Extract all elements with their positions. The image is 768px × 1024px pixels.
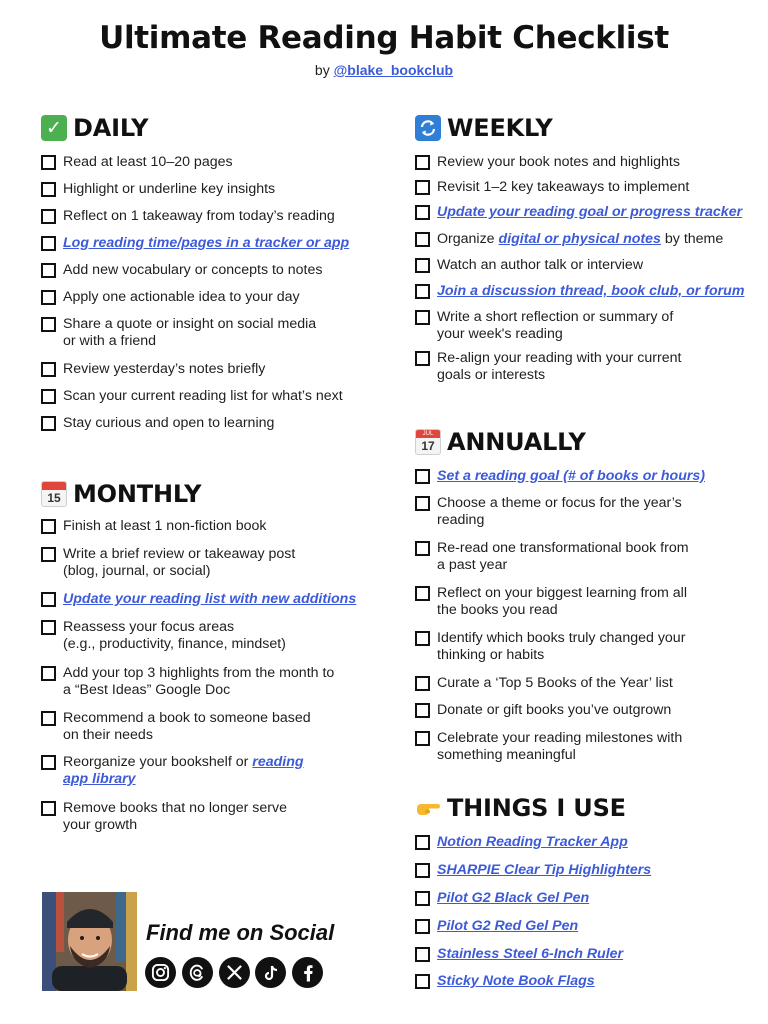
checklist-item[interactable] — [415, 495, 682, 529]
byline — [0, 62, 768, 78]
byline-prefix: by — [314, 62, 330, 78]
item-line: your growth — [63, 817, 138, 833]
checklist-item[interactable] — [415, 350, 681, 384]
checklist-item[interactable] — [415, 179, 689, 196]
checklist-item[interactable] — [415, 283, 744, 300]
things-section — [415, 794, 755, 994]
checkbox[interactable] — [41, 236, 56, 251]
item-line: Re-read one transformational book from — [437, 540, 689, 556]
checkbox[interactable] — [41, 755, 56, 770]
discussion-link[interactable]: Join a discussion thread, book club, or forum — [437, 283, 745, 299]
item-line: Remove books that no longer serve — [63, 800, 287, 816]
item-line: reading — [437, 512, 485, 528]
item-line: Reassess your focus areas — [63, 619, 235, 635]
item-text: Review yesterday’s notes briefly — [63, 361, 266, 377]
item-text: Revisit 1–2 key takeaways to implement — [437, 179, 690, 195]
tiktok-icon[interactable] — [255, 957, 286, 988]
item-text — [63, 665, 334, 699]
product-link[interactable]: Stainless Steel 6-Inch Ruler — [437, 946, 624, 962]
checklist-item[interactable] — [41, 361, 265, 378]
checkbox[interactable] — [41, 182, 56, 197]
weekly-header — [415, 114, 553, 142]
checklist-item[interactable] — [41, 710, 311, 744]
weekly-section — [415, 114, 755, 384]
item-line: goals or interests — [437, 367, 546, 383]
checklist-item[interactable] — [41, 235, 349, 252]
checkbox[interactable] — [415, 835, 430, 850]
product-link[interactable]: Pilot G2 Red Gel Pen — [437, 918, 579, 934]
item-text — [437, 585, 687, 619]
checklist-item[interactable] — [415, 730, 682, 764]
product-link[interactable]: Pilot G2 Black Gel Pen — [437, 890, 590, 906]
item-line: Identify which books truly changed your — [437, 630, 686, 646]
app-library-link[interactable]: app library — [63, 771, 136, 787]
checkbox[interactable] — [415, 974, 430, 989]
daily-section — [41, 114, 381, 444]
item-text: Watch an author talk or interview — [437, 257, 644, 273]
checklist-item[interactable] — [415, 675, 673, 692]
checkbox[interactable] — [41, 317, 56, 332]
item-text — [437, 231, 723, 248]
checkbox[interactable] — [415, 205, 430, 220]
reading-list-link[interactable]: Update your reading list with new additions — [63, 591, 357, 607]
checklist-item[interactable] — [41, 518, 266, 535]
progress-tracker-link[interactable]: Update your reading goal or progress tracker — [437, 204, 743, 220]
annually-title: ANNUALLY — [447, 428, 586, 456]
checkbox[interactable] — [41, 519, 56, 534]
calendar-day: 17 — [421, 439, 435, 453]
checkbox[interactable] — [415, 155, 430, 170]
checklist-item[interactable] — [415, 540, 689, 574]
checklist-item[interactable] — [41, 316, 316, 350]
item-text — [437, 730, 682, 764]
tracker-link[interactable]: Log reading time/pages in a tracker or app — [63, 235, 350, 251]
item-text: Curate a ‘Top 5 Books of the Year’ list — [437, 675, 673, 691]
checkbox[interactable] — [415, 284, 430, 299]
item-text: Donate or gift books you’ve outgrown — [437, 702, 672, 718]
checklist-item[interactable] — [41, 591, 356, 608]
item-text: Stay curious and open to learning — [63, 415, 275, 431]
item-line: Re-align your reading with your current — [437, 350, 682, 366]
checklist-item[interactable] — [41, 262, 322, 279]
checkbox[interactable] — [415, 676, 430, 691]
item-text: Read at least 10–20 pages — [63, 154, 233, 170]
things-header — [415, 794, 626, 822]
checklist-item[interactable] — [415, 946, 623, 963]
author-handle-link[interactable]: @blake_bookclub — [333, 62, 454, 78]
item-line: your week's reading — [437, 326, 563, 342]
checkbox[interactable] — [415, 232, 430, 247]
checklist-item[interactable] — [415, 257, 643, 274]
facebook-icon[interactable] — [292, 957, 323, 988]
checklist-item[interactable] — [41, 800, 287, 834]
checkbox[interactable] — [415, 469, 430, 484]
checkbox[interactable] — [415, 891, 430, 906]
daily-header — [41, 114, 148, 142]
item-line: Write a short reflection or summary of — [437, 309, 674, 325]
item-text — [437, 309, 673, 343]
item-line: a “Best Ideas” Google Doc — [63, 682, 231, 698]
product-link[interactable]: Notion Reading Tracker App — [437, 834, 628, 850]
checkbox[interactable] — [415, 863, 430, 878]
product-link[interactable]: Sticky Note Book Flags — [437, 973, 595, 989]
repeat-arrows-icon — [415, 115, 441, 141]
monthly-header — [41, 480, 201, 508]
item-line: thinking or habits — [437, 647, 545, 663]
checklist-item[interactable] — [415, 834, 628, 851]
checkbox[interactable] — [415, 586, 430, 601]
checkbox[interactable] — [41, 620, 56, 635]
item-text — [63, 546, 295, 580]
checkbox[interactable] — [415, 541, 430, 556]
item-line: Reorganize your bookshelf or — [63, 754, 249, 770]
checklist-item[interactable] — [415, 702, 671, 719]
item-text — [437, 540, 689, 574]
calendar-month: JUL — [416, 430, 440, 438]
item-line: Write a brief review or takeaway post — [63, 546, 296, 562]
item-text — [63, 710, 311, 744]
item-line: something meaningful — [437, 747, 576, 763]
checklist-item[interactable] — [415, 468, 705, 485]
page-title: Ultimate Reading Habit Checklist — [99, 20, 669, 56]
checkbox[interactable] — [415, 731, 430, 746]
weekly-title: WEEKLY — [447, 114, 553, 142]
item-line: a past year — [437, 557, 508, 573]
item-line: (blog, journal, or social) — [63, 563, 211, 579]
item-line: (e.g., productivity, finance, mindset) — [63, 636, 286, 652]
checkbox[interactable] — [41, 389, 56, 404]
checkbox[interactable] — [41, 592, 56, 607]
item-line: Recommend a book to someone based — [63, 710, 311, 726]
checklist-item[interactable] — [41, 546, 295, 580]
checkbox[interactable] — [415, 631, 430, 646]
daily-title: DAILY — [73, 114, 149, 142]
checkbox[interactable] — [415, 496, 430, 511]
checkbox[interactable] — [415, 258, 430, 273]
checklist-item[interactable] — [415, 309, 673, 343]
checklist-item[interactable] — [415, 204, 742, 221]
item-text — [63, 316, 316, 350]
checklist-item[interactable] — [41, 154, 233, 171]
checkbox[interactable] — [41, 155, 56, 170]
checklist-item[interactable] — [415, 630, 685, 664]
product-link[interactable]: SHARPIE Clear Tip Highlighters — [437, 862, 652, 878]
x-icon[interactable] — [219, 957, 250, 988]
checklist-item[interactable] — [415, 154, 680, 171]
reading-goal-link[interactable]: Set a reading goal (# of books or hours) — [437, 468, 706, 484]
item-text — [63, 619, 286, 653]
instagram-icon[interactable] — [145, 957, 176, 988]
checkbox[interactable] — [41, 362, 56, 377]
pointing-hand-icon — [415, 795, 441, 821]
item-line: Reflect on your biggest learning from all — [437, 585, 687, 601]
calendar-icon — [415, 429, 441, 455]
checklist-item[interactable] — [41, 181, 275, 198]
item-part: Organize — [437, 231, 495, 247]
item-line: the books you read — [437, 602, 558, 618]
item-text — [63, 754, 304, 788]
calendar-icon — [41, 481, 67, 507]
threads-icon[interactable] — [182, 957, 213, 988]
item-line: Celebrate your reading milestones with — [437, 730, 683, 746]
item-text: Review your book notes and highlights — [437, 154, 680, 170]
checkbox[interactable] — [41, 711, 56, 726]
things-title: THINGS I USE — [447, 794, 626, 822]
item-text: Add new vocabulary or concepts to notes — [63, 262, 323, 278]
item-text — [63, 800, 287, 834]
checklist-item[interactable] — [415, 973, 595, 990]
item-text: Apply one actionable idea to your day — [63, 289, 300, 305]
checklist-item[interactable] — [41, 415, 274, 432]
checklist-item[interactable] — [415, 231, 723, 248]
monthly-title: MONTHLY — [73, 480, 202, 508]
checkbox[interactable] — [415, 919, 430, 934]
item-line: Choose a theme or focus for the year’s — [437, 495, 682, 511]
item-line: Share a quote or insight on social media — [63, 316, 317, 332]
check-mark-icon: ✓ — [41, 115, 67, 141]
checkbox[interactable] — [41, 416, 56, 431]
social-title: Find me on Social — [146, 920, 335, 945]
checkbox[interactable] — [41, 209, 56, 224]
checklist-item[interactable] — [415, 585, 687, 619]
calendar-day: 15 — [47, 491, 61, 505]
item-part: by theme — [664, 231, 724, 247]
checkbox[interactable] — [41, 263, 56, 278]
item-text: Highlight or underline key insights — [63, 181, 276, 197]
checkbox[interactable] — [41, 801, 56, 816]
item-text: Scan your current reading list for what’s next — [63, 388, 343, 404]
item-text — [437, 630, 685, 664]
checklist-item[interactable] — [41, 619, 286, 653]
checklist-item[interactable] — [41, 208, 335, 225]
annually-section — [415, 428, 755, 768]
checklist-item[interactable] — [415, 862, 651, 879]
item-line: on their needs — [63, 727, 153, 743]
monthly-section — [41, 480, 381, 840]
item-line: or with a friend — [63, 333, 157, 349]
checkbox[interactable] — [415, 947, 430, 962]
checklist-item[interactable] — [415, 890, 589, 907]
item-text: Finish at least 1 non-fiction book — [63, 518, 267, 534]
checkbox[interactable] — [415, 310, 430, 325]
notes-link[interactable]: digital or physical notes — [498, 231, 661, 247]
annually-header — [415, 428, 586, 456]
checklist-item[interactable] — [41, 665, 334, 699]
checklist-item[interactable] — [41, 388, 343, 405]
checkbox[interactable] — [41, 290, 56, 305]
author-photo — [42, 892, 137, 991]
checkbox[interactable] — [415, 351, 430, 366]
app-library-link[interactable]: reading — [252, 754, 304, 770]
checkbox[interactable] — [41, 666, 56, 681]
item-text: Reflect on 1 takeaway from today’s reading — [63, 208, 335, 224]
item-text — [437, 350, 681, 384]
checklist-item[interactable] — [41, 289, 300, 306]
item-line: Add your top 3 highlights from the month to — [63, 665, 335, 681]
checklist-item[interactable] — [41, 754, 304, 788]
checklist-item[interactable] — [415, 918, 578, 935]
checkbox[interactable] — [41, 547, 56, 562]
checkbox[interactable] — [415, 703, 430, 718]
item-text — [437, 495, 682, 529]
checkbox[interactable] — [415, 180, 430, 195]
